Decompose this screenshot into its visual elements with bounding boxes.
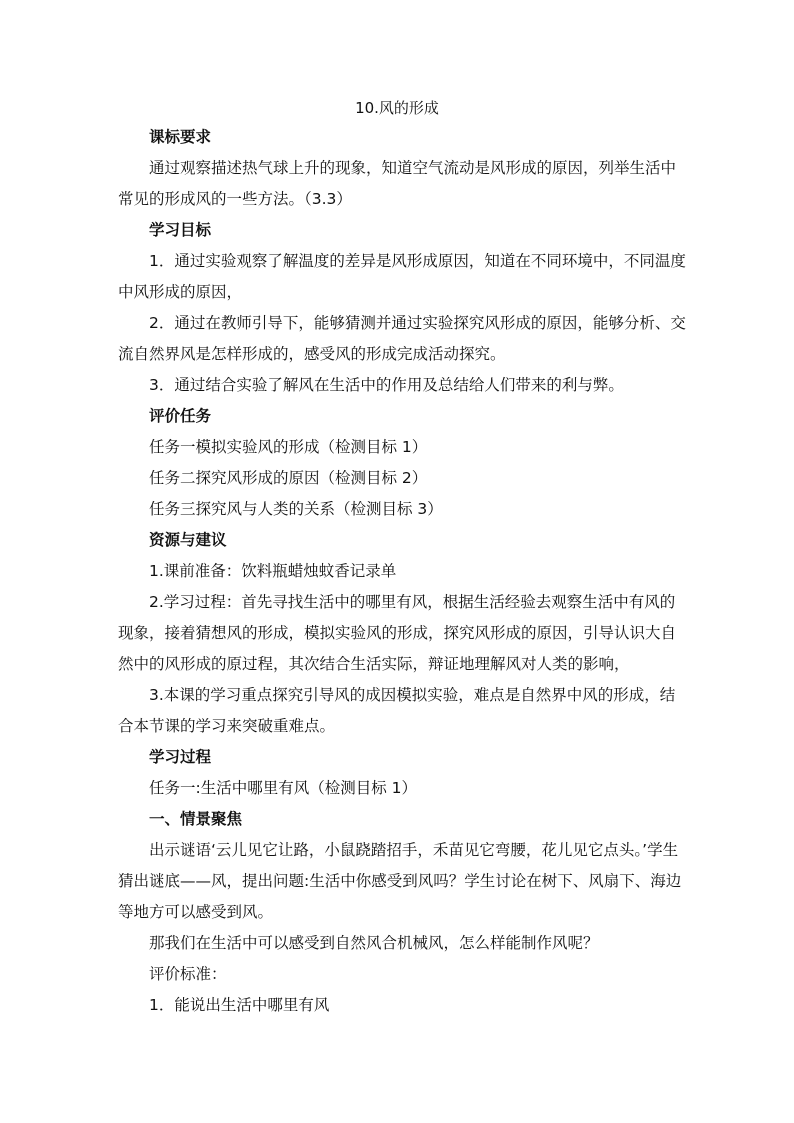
resource-item: 1.课前准备：饮料瓶蜡烛蚊香记录单 [149,562,397,580]
curriculum-text: 通过观察描述热气球上升的现象，知道空气流动是风形成的原因，列举生活中常见的形成风的一些方法。（3.3） [118,159,677,208]
curriculum-heading: 课标要求 [149,128,212,146]
scenario-text: 出示谜语‘云儿见它让路，小鼠跷踏招手，禾苗见它弯腰，花儿见它点头。’学生猜出谜底——风，提出问题:生活中你感受到风吗？学生讨论在树下、风扇下、海边等地方可以感受到风。 [118,841,682,921]
question-text: 那我们在生活中可以感受到自然风合机械风，怎么样能制作风呢？ [149,934,599,952]
goal-item: 3．通过结合实验了解风在生活中的作用及总结给人们带来的利与弊。 [149,376,624,394]
task-item: 任务一模拟实验风的形成（检测目标 1） [149,438,428,456]
resource-item: 3.本课的学习重点探究引导风的成因模拟实验，难点是自然界中风的形成，结合本节课的学习来突破重难点。 [118,686,676,735]
resource-item: 2.学习过程：首先寻找生活中的哪里有风，根据生活经验去观察生活中有风的现象，接着猜想风的形成，模拟实验风的形成，探究风形成的原因，引导认识大自然中的风形成的原过程，其次结合生活实际，辩证地理解风对人类的影响， [118,593,677,673]
resources-heading: 资源与建议 [149,531,227,549]
task-item: 任务三探究风与人类的关系（检测目标 3） [149,500,443,518]
document-body [118,122,688,1021]
process-heading: 学习过程 [149,748,212,766]
evaluation-heading: 评价任务 [149,407,212,425]
task-one-label: 任务一:生活中哪里有风（检测目标 1） [149,779,418,797]
document-title: 10.风的形成 [355,99,439,117]
goal-item: 1．通过实验观察了解温度的差异是风形成原因，知道在不同环境中，不同温度中风形成的原因， [118,252,686,301]
criteria-item: 1．能说出生活中哪里有风 [149,996,330,1014]
goal-item: 2．通过在教师引导下，能够猜测并通过实验探究风形成的原因，能够分析、交流自然界风是怎样形成的，感受风的形成完成活动探究。 [118,314,686,363]
criteria-heading: 评价标准： [149,965,227,983]
task-item: 任务二探究风形成的原因（检测目标 2） [149,469,428,487]
goals-heading: 学习目标 [149,221,212,239]
section-one-heading: 一、情景聚焦 [149,810,243,828]
